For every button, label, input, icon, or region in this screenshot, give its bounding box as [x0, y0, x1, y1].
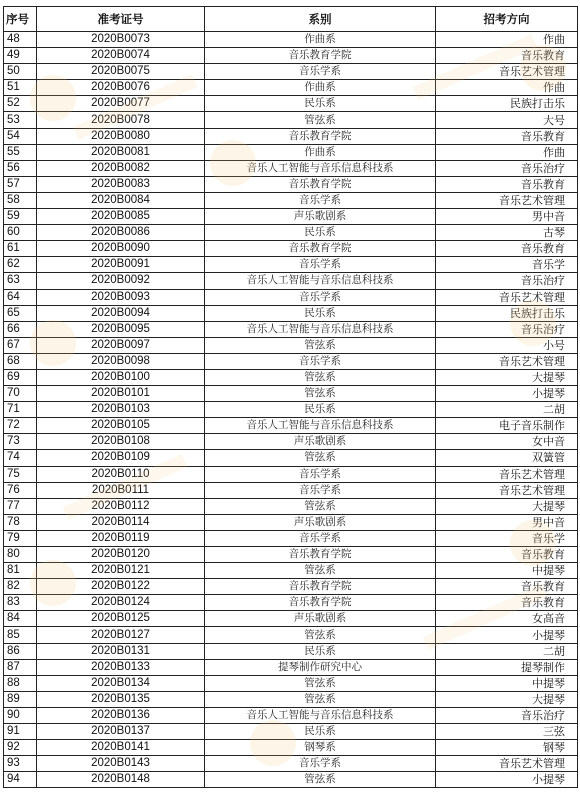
cell-direction: 音乐教育: [436, 128, 578, 144]
cell-exam-id: 2020B0078: [37, 112, 205, 128]
table-row: [4, 418, 578, 434]
cell-direction: 音乐教育: [436, 579, 578, 595]
cell-exam-id: 2020B0082: [37, 160, 205, 176]
table-row: [4, 675, 578, 691]
cell-serial-number: 50: [4, 64, 37, 80]
cell-department: 作曲系: [205, 80, 436, 96]
table-row: [4, 595, 578, 611]
cell-department: 音乐学系: [205, 482, 436, 498]
cell-direction: 民族打击乐: [436, 305, 578, 321]
cell-serial-number: 82: [4, 579, 37, 595]
cell-exam-id: 2020B0097: [37, 337, 205, 353]
table-row: [4, 482, 578, 498]
cell-department: 作曲系: [205, 144, 436, 160]
cell-exam-id: 2020B0127: [37, 627, 205, 643]
cell-direction: 钢琴: [436, 740, 578, 756]
cell-serial-number: 93: [4, 756, 37, 772]
cell-department: 音乐教育学院: [205, 579, 436, 595]
table-row: [4, 659, 578, 675]
cell-serial-number: 54: [4, 128, 37, 144]
cell-exam-id: 2020B0074: [37, 48, 205, 64]
cell-department: 民乐系: [205, 402, 436, 418]
cell-department: 声乐歌剧系: [205, 611, 436, 627]
cell-serial-number: 88: [4, 675, 37, 691]
cell-exam-id: 2020B0131: [37, 643, 205, 659]
table-row: [4, 112, 578, 128]
cell-direction: 小号: [436, 337, 578, 353]
table-row: [4, 209, 578, 225]
header-direction: 招考方向: [436, 7, 578, 32]
table-row: [4, 772, 578, 788]
cell-serial-number: 68: [4, 353, 37, 369]
cell-direction: 中提琴: [436, 675, 578, 691]
admission-list-sheet: [3, 6, 577, 788]
header-department: 系别: [205, 7, 436, 32]
cell-exam-id: 2020B0110: [37, 466, 205, 482]
table-row: [4, 547, 578, 563]
cell-serial-number: 67: [4, 337, 37, 353]
cell-direction: 音乐教育: [436, 241, 578, 257]
cell-exam-id: 2020B0091: [37, 257, 205, 273]
table-row: [4, 434, 578, 450]
cell-direction: 音乐艺术管理: [436, 482, 578, 498]
cell-serial-number: 51: [4, 80, 37, 96]
cell-serial-number: 65: [4, 305, 37, 321]
cell-exam-id: 2020B0076: [37, 80, 205, 96]
cell-direction: 小提琴: [436, 386, 578, 402]
table-row: [4, 144, 578, 160]
cell-exam-id: 2020B0080: [37, 128, 205, 144]
cell-department: 民乐系: [205, 643, 436, 659]
table-row: [4, 498, 578, 514]
cell-department: 音乐人工智能与音乐信息科技系: [205, 418, 436, 434]
cell-serial-number: 64: [4, 289, 37, 305]
cell-serial-number: 85: [4, 627, 37, 643]
table-row: [4, 611, 578, 627]
cell-direction: 提琴制作: [436, 659, 578, 675]
cell-department: 音乐教育学院: [205, 241, 436, 257]
cell-serial-number: 48: [4, 32, 37, 48]
cell-exam-id: 2020B0122: [37, 579, 205, 595]
cell-exam-id: 2020B0111: [37, 482, 205, 498]
cell-serial-number: 73: [4, 434, 37, 450]
cell-department: 钢琴系: [205, 740, 436, 756]
cell-exam-id: 2020B0148: [37, 772, 205, 788]
cell-department: 音乐人工智能与音乐信息科技系: [205, 321, 436, 337]
cell-serial-number: 62: [4, 257, 37, 273]
cell-direction: 女中音: [436, 434, 578, 450]
header-exam-id: 准考证号: [37, 7, 205, 32]
cell-exam-id: 2020B0098: [37, 353, 205, 369]
table-row: [4, 369, 578, 385]
cell-exam-id: 2020B0121: [37, 563, 205, 579]
cell-serial-number: 69: [4, 369, 37, 385]
cell-department: 提琴制作研究中心: [205, 659, 436, 675]
table-row: [4, 579, 578, 595]
cell-direction: 小提琴: [436, 627, 578, 643]
cell-serial-number: 60: [4, 225, 37, 241]
cell-direction: 音乐教育: [436, 547, 578, 563]
cell-serial-number: 77: [4, 498, 37, 514]
table-row: [4, 337, 578, 353]
table-row: [4, 289, 578, 305]
cell-exam-id: 2020B0077: [37, 96, 205, 112]
cell-exam-id: 2020B0141: [37, 740, 205, 756]
cell-direction: 音乐教育: [436, 595, 578, 611]
cell-exam-id: 2020B0143: [37, 756, 205, 772]
cell-department: 音乐学系: [205, 353, 436, 369]
cell-serial-number: 59: [4, 209, 37, 225]
cell-exam-id: 2020B0137: [37, 724, 205, 740]
cell-department: 音乐教育学院: [205, 48, 436, 64]
cell-direction: 民族打击乐: [436, 96, 578, 112]
cell-department: 管弦系: [205, 691, 436, 707]
cell-exam-id: 2020B0114: [37, 514, 205, 530]
cell-exam-id: 2020B0084: [37, 192, 205, 208]
cell-direction: 双簧管: [436, 450, 578, 466]
cell-exam-id: 2020B0136: [37, 707, 205, 723]
cell-serial-number: 83: [4, 595, 37, 611]
cell-serial-number: 72: [4, 418, 37, 434]
cell-department: 管弦系: [205, 675, 436, 691]
cell-direction: 二胡: [436, 402, 578, 418]
cell-exam-id: 2020B0101: [37, 386, 205, 402]
table-row: [4, 353, 578, 369]
cell-exam-id: 2020B0134: [37, 675, 205, 691]
cell-direction: 男中音: [436, 209, 578, 225]
cell-exam-id: 2020B0090: [37, 241, 205, 257]
table-row: [4, 241, 578, 257]
cell-direction: 大提琴: [436, 369, 578, 385]
cell-exam-id: 2020B0081: [37, 144, 205, 160]
table-row: [4, 724, 578, 740]
table-row: [4, 160, 578, 176]
cell-department: 音乐学系: [205, 530, 436, 546]
cell-exam-id: 2020B0092: [37, 273, 205, 289]
cell-direction: 作曲: [436, 80, 578, 96]
cell-department: 作曲系: [205, 32, 436, 48]
cell-department: 民乐系: [205, 96, 436, 112]
cell-serial-number: 79: [4, 530, 37, 546]
cell-exam-id: 2020B0094: [37, 305, 205, 321]
cell-serial-number: 52: [4, 96, 37, 112]
cell-serial-number: 75: [4, 466, 37, 482]
cell-department: 音乐学系: [205, 466, 436, 482]
table-row: [4, 192, 578, 208]
header-serial-number: 序号: [4, 7, 37, 32]
table-row: [4, 80, 578, 96]
cell-department: 管弦系: [205, 386, 436, 402]
cell-exam-id: 2020B0120: [37, 547, 205, 563]
cell-department: 管弦系: [205, 112, 436, 128]
cell-direction: 音乐艺术管理: [436, 353, 578, 369]
cell-direction: 作曲: [436, 32, 578, 48]
cell-direction: 三弦: [436, 724, 578, 740]
table-row: [4, 305, 578, 321]
table-row: [4, 176, 578, 192]
cell-department: 声乐歌剧系: [205, 514, 436, 530]
table-row: [4, 450, 578, 466]
cell-serial-number: 58: [4, 192, 37, 208]
table-row: [4, 402, 578, 418]
cell-exam-id: 2020B0075: [37, 64, 205, 80]
cell-department: 管弦系: [205, 450, 436, 466]
cell-direction: 大提琴: [436, 498, 578, 514]
cell-department: 民乐系: [205, 225, 436, 241]
cell-direction: 音乐学: [436, 257, 578, 273]
cell-direction: 音乐治疗: [436, 321, 578, 337]
cell-exam-id: 2020B0100: [37, 369, 205, 385]
cell-direction: 音乐学: [436, 530, 578, 546]
cell-direction: 音乐治疗: [436, 160, 578, 176]
cell-department: 管弦系: [205, 627, 436, 643]
table-row: [4, 707, 578, 723]
cell-exam-id: 2020B0105: [37, 418, 205, 434]
cell-department: 音乐学系: [205, 257, 436, 273]
cell-direction: 男中音: [436, 514, 578, 530]
cell-direction: 小提琴: [436, 772, 578, 788]
cell-direction: 音乐艺术管理: [436, 466, 578, 482]
cell-serial-number: 78: [4, 514, 37, 530]
cell-serial-number: 87: [4, 659, 37, 675]
table-row: [4, 740, 578, 756]
cell-department: 管弦系: [205, 563, 436, 579]
table-row: [4, 225, 578, 241]
cell-serial-number: 81: [4, 563, 37, 579]
cell-serial-number: 91: [4, 724, 37, 740]
table-row: [4, 273, 578, 289]
cell-direction: 音乐艺术管理: [436, 192, 578, 208]
table-row: [4, 128, 578, 144]
table-row: [4, 514, 578, 530]
cell-exam-id: 2020B0108: [37, 434, 205, 450]
cell-department: 管弦系: [205, 369, 436, 385]
cell-department: 音乐人工智能与音乐信息科技系: [205, 160, 436, 176]
cell-serial-number: 84: [4, 611, 37, 627]
cell-serial-number: 90: [4, 707, 37, 723]
cell-department: 管弦系: [205, 337, 436, 353]
cell-serial-number: 53: [4, 112, 37, 128]
cell-exam-id: 2020B0073: [37, 32, 205, 48]
cell-direction: 女高音: [436, 611, 578, 627]
table-row: [4, 32, 578, 48]
cell-serial-number: 56: [4, 160, 37, 176]
table-row: [4, 466, 578, 482]
cell-serial-number: 80: [4, 547, 37, 563]
table-row: [4, 48, 578, 64]
cell-direction: 音乐治疗: [436, 707, 578, 723]
cell-department: 音乐人工智能与音乐信息科技系: [205, 273, 436, 289]
table-row: [4, 96, 578, 112]
table-body: [4, 32, 578, 788]
cell-serial-number: 55: [4, 144, 37, 160]
cell-exam-id: 2020B0135: [37, 691, 205, 707]
cell-exam-id: 2020B0119: [37, 530, 205, 546]
cell-direction: 音乐教育: [436, 48, 578, 64]
cell-department: 音乐学系: [205, 64, 436, 80]
cell-department: 民乐系: [205, 724, 436, 740]
cell-department: 音乐教育学院: [205, 547, 436, 563]
cell-serial-number: 76: [4, 482, 37, 498]
cell-department: 民乐系: [205, 305, 436, 321]
cell-department: 音乐教育学院: [205, 128, 436, 144]
cell-direction: 音乐艺术管理: [436, 756, 578, 772]
cell-serial-number: 49: [4, 48, 37, 64]
cell-exam-id: 2020B0133: [37, 659, 205, 675]
cell-department: 管弦系: [205, 498, 436, 514]
table-row: [4, 563, 578, 579]
cell-department: 音乐学系: [205, 289, 436, 305]
table-row: [4, 64, 578, 80]
cell-exam-id: 2020B0083: [37, 176, 205, 192]
cell-direction: 音乐艺术管理: [436, 289, 578, 305]
cell-department: 音乐学系: [205, 192, 436, 208]
cell-exam-id: 2020B0109: [37, 450, 205, 466]
cell-direction: 古琴: [436, 225, 578, 241]
cell-direction: 电子音乐制作: [436, 418, 578, 434]
table-row: [4, 756, 578, 772]
cell-serial-number: 71: [4, 402, 37, 418]
cell-department: 音乐教育学院: [205, 176, 436, 192]
table-header-row: [4, 7, 578, 32]
cell-exam-id: 2020B0125: [37, 611, 205, 627]
cell-serial-number: 89: [4, 691, 37, 707]
cell-serial-number: 57: [4, 176, 37, 192]
table-row: [4, 691, 578, 707]
table-row: [4, 321, 578, 337]
cell-department: 声乐歌剧系: [205, 209, 436, 225]
cell-serial-number: 70: [4, 386, 37, 402]
table-row: [4, 386, 578, 402]
cell-direction: 音乐艺术管理: [436, 64, 578, 80]
cell-exam-id: 2020B0093: [37, 289, 205, 305]
cell-department: 音乐人工智能与音乐信息科技系: [205, 707, 436, 723]
table-row: [4, 627, 578, 643]
cell-serial-number: 92: [4, 740, 37, 756]
table-row: [4, 643, 578, 659]
cell-direction: 中提琴: [436, 563, 578, 579]
cell-department: 音乐教育学院: [205, 595, 436, 611]
cell-direction: 音乐治疗: [436, 273, 578, 289]
cell-exam-id: 2020B0085: [37, 209, 205, 225]
cell-exam-id: 2020B0112: [37, 498, 205, 514]
cell-exam-id: 2020B0095: [37, 321, 205, 337]
cell-serial-number: 66: [4, 321, 37, 337]
cell-exam-id: 2020B0103: [37, 402, 205, 418]
cell-serial-number: 74: [4, 450, 37, 466]
admission-table: [3, 6, 578, 788]
cell-department: 声乐歌剧系: [205, 434, 436, 450]
cell-serial-number: 63: [4, 273, 37, 289]
cell-serial-number: 86: [4, 643, 37, 659]
cell-direction: 大号: [436, 112, 578, 128]
cell-direction: 二胡: [436, 643, 578, 659]
cell-department: 音乐学系: [205, 756, 436, 772]
cell-direction: 音乐教育: [436, 176, 578, 192]
table-row: [4, 530, 578, 546]
cell-department: 管弦系: [205, 772, 436, 788]
cell-direction: 大提琴: [436, 691, 578, 707]
cell-exam-id: 2020B0124: [37, 595, 205, 611]
cell-serial-number: 61: [4, 241, 37, 257]
cell-serial-number: 94: [4, 772, 37, 788]
cell-direction: 作曲: [436, 144, 578, 160]
table-row: [4, 257, 578, 273]
cell-exam-id: 2020B0086: [37, 225, 205, 241]
